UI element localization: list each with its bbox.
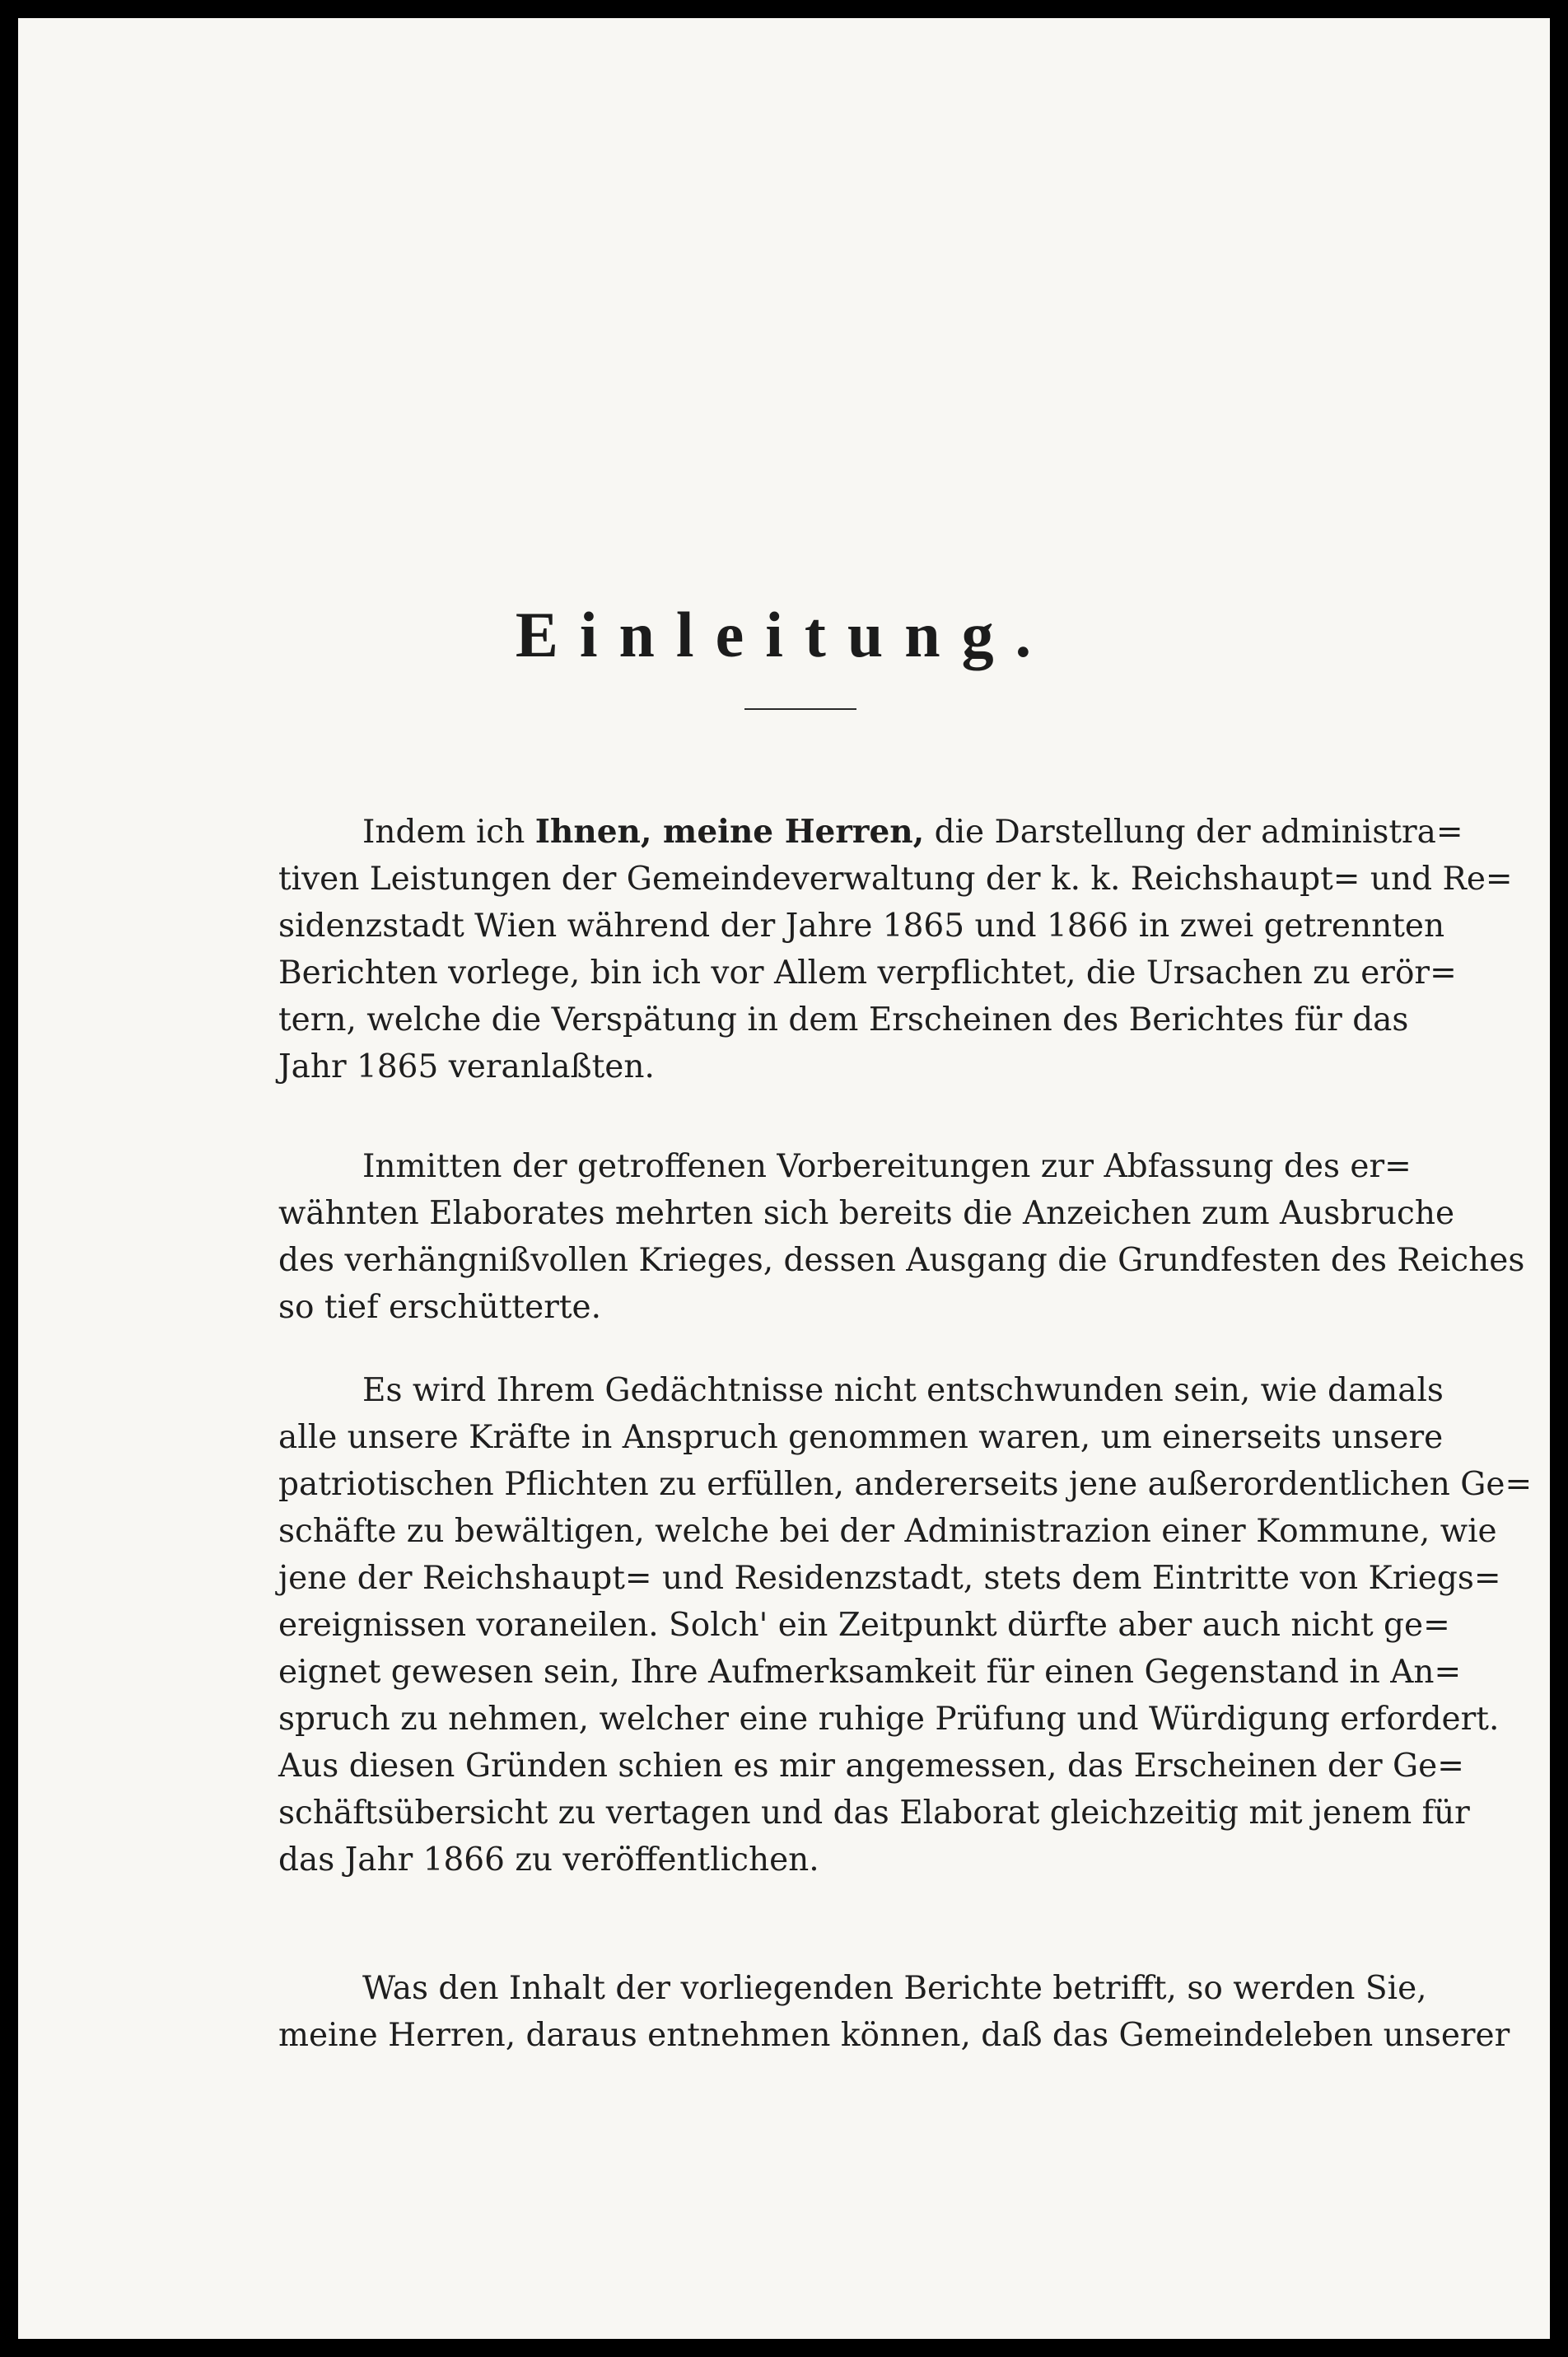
page-title: Einleitung.: [515, 599, 1053, 670]
text-line: [278, 1790, 1470, 1837]
title-divider: [744, 708, 856, 710]
text-line: [278, 950, 1457, 996]
text-span: Jahr 1865 veranlaßten.: [278, 1048, 655, 1085]
text-line: [278, 1649, 1462, 1696]
text-line: [278, 1190, 1455, 1237]
text-span: Indem ich: [362, 814, 535, 851]
text-line: [278, 1043, 1306, 1090]
text-span: die Darstellung der administra=: [924, 814, 1463, 851]
text-span: des verhängnißvollen Krieges, dessen Ausgang die Grundfesten des Reiches: [278, 1242, 1525, 1279]
text-span: patriotischen Pflichten zu erfüllen, andererseits jene außerordentlichen Ge=: [278, 1466, 1533, 1503]
text-span: sidenzstadt Wien während der Jahre 1865 und 1866 in zwei getrennten: [278, 908, 1445, 945]
text-line: [278, 1143, 1412, 1190]
text-line: [278, 1284, 1306, 1331]
text-span: jene der Reichshaupt= und Residenzstadt, stets dem Eintritte von Kriegs=: [278, 1560, 1501, 1597]
paragraph-3: [278, 1367, 1533, 1883]
text-span: tiven Leistungen der Gemeindeverwaltung der k. k. Reichshaupt= und Re=: [278, 861, 1513, 898]
text-line: [278, 1237, 1525, 1284]
text-line: [278, 903, 1445, 950]
text-line: [278, 1696, 1500, 1743]
paragraph-4: [278, 1965, 1510, 2059]
text-line: [278, 1414, 1444, 1461]
text-line: [278, 1367, 1444, 1414]
text-line: [278, 1555, 1501, 1602]
text-line: [278, 1508, 1497, 1555]
text-line: [278, 1837, 1306, 1883]
text-span: meine Herren, daraus entnehmen können, daß das Gemeindeleben unserer: [278, 2017, 1510, 2054]
text-span: eignet gewesen sein, Ihre Aufmerksamkeit für einen Gegenstand in An=: [278, 1654, 1462, 1691]
text-span: schäftsübersicht zu vertagen und das Elaborat gleichzeitig mit jenem für: [278, 1795, 1470, 1832]
text-line: [278, 1965, 1427, 2012]
text-span: ereignissen voraneilen. Solch' ein Zeitpunkt dürfte aber auch nicht ge=: [278, 1607, 1450, 1644]
text-span: wähnten Elaborates mehrten sich bereits die Anzeichen zum Ausbruche: [278, 1195, 1455, 1232]
text-span: Was den Inhalt der vorliegenden Berichte betrifft, so werden Sie,: [362, 1970, 1427, 2007]
text-line: [278, 1743, 1464, 1790]
paragraph-1: [278, 809, 1513, 1090]
text-line: [278, 856, 1513, 903]
text-span: spruch zu nehmen, welcher eine ruhige Prüfung und Würdigung erfordert.: [278, 1701, 1500, 1738]
text-span: Aus diesen Gründen schien es mir angemessen, das Erscheinen der Ge=: [278, 1748, 1464, 1785]
text-span: Es wird Ihrem Gedächtnisse nicht entschwunden sein, wie damals: [362, 1372, 1444, 1409]
paragraph-2: [278, 1143, 1525, 1331]
text-span: Inmitten der getroffenen Vorbereitungen zur Abfassung des er=: [362, 1148, 1412, 1185]
text-span: schäfte zu bewältigen, welche bei der Administrazion einer Kommune, wie: [278, 1513, 1497, 1550]
text-line: [278, 1461, 1533, 1508]
text-span: Berichten vorlege, bin ich vor Allem verpflichtet, die Ursachen zu erör=: [278, 954, 1457, 992]
text-span: tern, welche die Verspätung in dem Erscheinen des Berichtes für das: [278, 1001, 1409, 1038]
text-line: [278, 1602, 1450, 1649]
text-span: das Jahr 1866 zu veröffentlichen.: [278, 1841, 819, 1879]
text-span: alle unsere Kräfte in Anspruch genommen waren, um einerseits unsere: [278, 1419, 1444, 1456]
text-line: [278, 996, 1409, 1043]
text-line: [278, 809, 1463, 856]
text-line: [278, 2012, 1510, 2059]
emphasized-text: Ihnen, meine Herren,: [534, 813, 925, 851]
text-span: so tief erschütterte.: [278, 1289, 601, 1326]
document-page: [18, 18, 1550, 2339]
